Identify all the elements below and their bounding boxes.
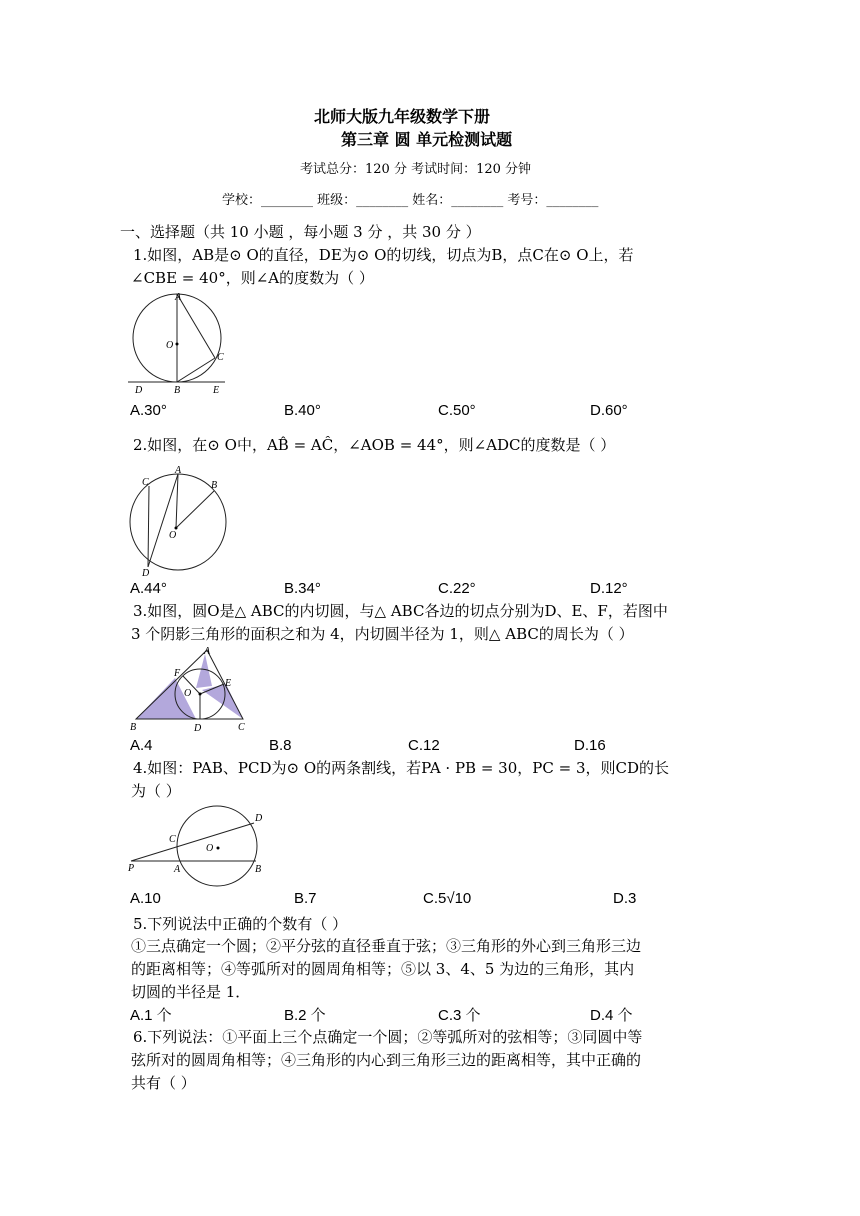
q3-label-o: O xyxy=(184,688,192,699)
q4-option-d: D.3 xyxy=(613,890,637,907)
q2-option-b: B.34° xyxy=(284,580,321,597)
question-5-line-3: 的距离相等；④等弧所对的圆周角相等；⑤以 3、4、5 为边的三角形，其内 xyxy=(131,960,635,978)
question-3-figure xyxy=(128,644,250,736)
q3-label-e: E xyxy=(225,678,232,689)
q1-option-b: B.40° xyxy=(284,402,321,419)
q3-label-f: F xyxy=(174,668,181,679)
q2-label-a: A xyxy=(175,465,182,476)
q4-label-a: A xyxy=(174,864,181,875)
question-3-line-2: 3 个阴影三角形的面积之和为 4，内切圆半径为 1，则△ ABC的周长为（ ） xyxy=(131,625,634,643)
student-fields: 学校：________ 班级：________ 姓名：________ 考号：________ xyxy=(222,193,599,208)
question-6-line-3: 共有（ ） xyxy=(131,1074,196,1092)
q1-option-d: D.60° xyxy=(590,402,628,419)
question-1-figure xyxy=(128,290,228,398)
question-1-line-1: 1.如图，AB是⊙ O的直径，DE为⊙ O的切线，切点为B，点C在⊙ O上，若 xyxy=(133,246,634,264)
q2-label-d: D xyxy=(142,568,150,579)
exam-info: 考试总分：120 分 考试时间：120 分钟 xyxy=(300,162,532,177)
q3-label-b: B xyxy=(130,722,137,733)
q1-label-c: C xyxy=(217,352,224,363)
question-3-line-1: 3.如图，圆O是△ ABC的内切圆，与△ ABC各边的切点分别为D、E、F，若图中 xyxy=(133,602,668,620)
question-4-line-2: 为（ ） xyxy=(131,782,181,800)
q4-label-p: P xyxy=(128,863,135,874)
q4-label-b: B xyxy=(255,864,262,875)
q1-label-e: E xyxy=(213,385,220,396)
q5-option-b: B.2 个 xyxy=(284,1007,326,1024)
q4-option-b: B.7 xyxy=(294,890,317,907)
question-6-line-2: 弦所对的圆周角相等；④三角形的内心到三角形三边的距离相等，其中正确的 xyxy=(131,1051,642,1069)
q2-option-c: C.22° xyxy=(438,580,476,597)
q2-option-a: A.44° xyxy=(130,580,167,597)
q3-label-c: C xyxy=(238,722,245,733)
q3-option-d: D.16 xyxy=(574,737,606,754)
question-5-line-1: 5.下列说法中正确的个数有（ ） xyxy=(133,915,348,933)
document-title: 北师大版九年级数学下册 xyxy=(314,107,491,126)
question-5-line-2: ①三点确定一个圆；②平分弦的直径垂直于弦；③三角形的外心到三角形三边 xyxy=(131,937,642,955)
q2-label-o: O xyxy=(169,530,177,541)
q1-label-o: O xyxy=(166,340,174,351)
q1-option-a: A.30° xyxy=(130,402,167,419)
q1-label-a: A xyxy=(175,292,182,303)
q3-option-a: A.4 xyxy=(130,737,153,754)
question-2-figure xyxy=(128,464,232,579)
q1-option-c: C.50° xyxy=(438,402,476,419)
chapter-title: 第三章 圆 单元检测试题 xyxy=(341,130,513,149)
q4-label-d: D xyxy=(255,813,263,824)
q3-label-a: A xyxy=(204,646,211,657)
question-6-line-1: 6.下列说法：①平面上三个点确定一个圆；②等弧所对的弦相等；③同圆中等 xyxy=(133,1028,643,1046)
q4-label-o: O xyxy=(206,843,214,854)
question-2-line-1: 2.如图，在⊙ O中，AB̂ = AĈ，∠AOB = 44°，则∠ADC的度数是（ ） xyxy=(133,436,616,454)
question-4-line-1: 4.如图：PAB、PCD为⊙ O的两条割线，若PA · PB = 30，PC = 3，则CD的长 xyxy=(133,759,669,777)
q4-label-c: C xyxy=(169,834,176,845)
q3-shaded-triangle-right xyxy=(202,684,243,719)
q1-label-b: B xyxy=(174,385,181,396)
q4-option-c: C.5√10 xyxy=(423,890,472,907)
q3-label-d: D xyxy=(194,723,202,734)
question-4-figure xyxy=(128,804,268,886)
question-5-line-4: 切圆的半径是 1． xyxy=(131,983,251,1001)
q2-option-d: D.12° xyxy=(590,580,628,597)
q5-option-d: D.4 个 xyxy=(590,1007,633,1024)
q3-option-b: B.8 xyxy=(269,737,292,754)
q2-label-b: B xyxy=(211,480,218,491)
question-1-line-2: ∠CBE = 40°，则∠A的度数为（ ） xyxy=(131,269,374,287)
section-heading: 一、选择题（共 10 小题 ，每小题 3 分 ，共 30 分 ） xyxy=(120,223,481,241)
q1-label-d: D xyxy=(135,385,143,396)
q4-option-a: A.10 xyxy=(130,890,161,907)
q2-label-c: C xyxy=(142,477,149,488)
q5-option-a: A.1 个 xyxy=(130,1007,172,1024)
q5-option-c: C.3 个 xyxy=(438,1007,481,1024)
q3-option-c: C.12 xyxy=(408,737,440,754)
